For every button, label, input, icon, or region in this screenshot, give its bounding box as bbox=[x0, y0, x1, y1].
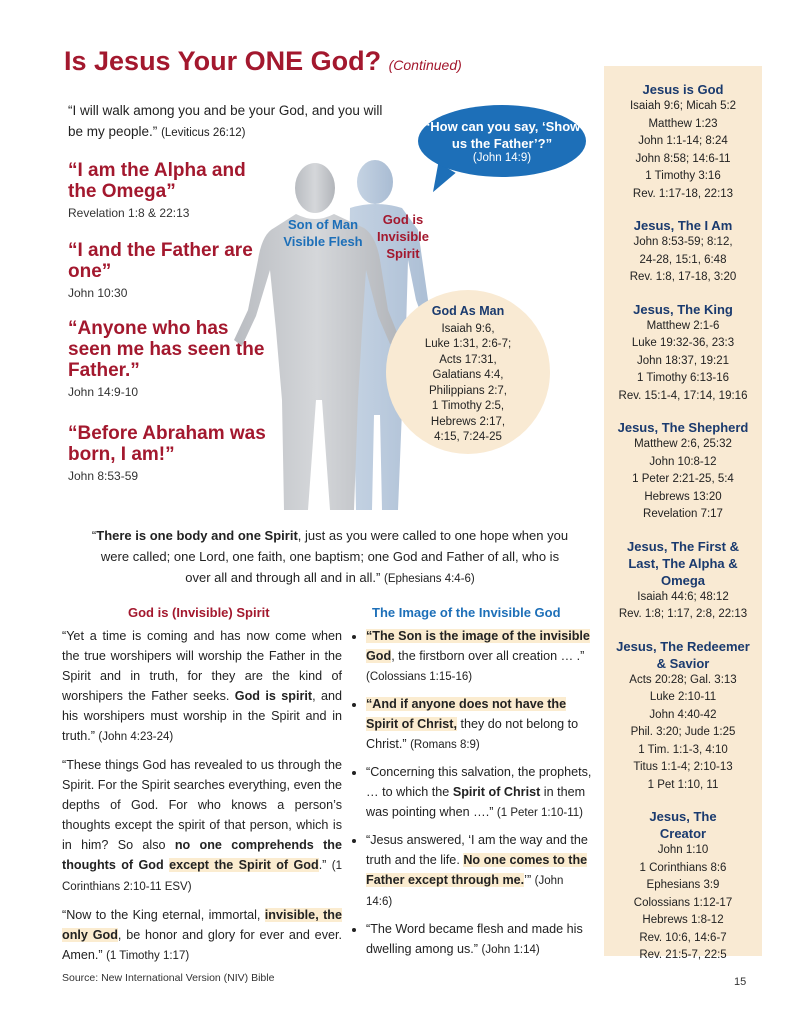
sidebar-ref: John 8:58; 14:6-11 bbox=[635, 152, 731, 165]
item-text: ’” bbox=[524, 873, 532, 887]
sidebar-section-jesus-is-god bbox=[604, 81, 762, 203]
sidebar-heading: Jesus, The King bbox=[633, 301, 733, 317]
para-text: , and his worshipers must worship in the Spirit and in truth.” bbox=[62, 689, 342, 743]
sidebar-ref: Rev. 21:5-7, 22:5 bbox=[639, 949, 727, 961]
quote-text: “I and the Father are one” bbox=[68, 240, 253, 282]
item-text: “The Word became flesh and made his dwelling among us.” bbox=[366, 922, 583, 956]
sidebar-ref: Rev. 1:17-18, 22:13 bbox=[632, 187, 734, 200]
quote-ref: John 8:53-59 bbox=[68, 469, 139, 483]
sidebar-section-first-last bbox=[604, 538, 762, 624]
item-highlight: No one comes to the Father except through me. bbox=[366, 853, 588, 887]
quote-ref: John 10:30 bbox=[68, 286, 128, 300]
scripture-sidebar bbox=[604, 66, 762, 961]
leviticus-text: “I will walk among you and be your God, and you will be my people.” bbox=[68, 103, 383, 139]
sidebar-ref: Matthew 1:23 bbox=[648, 117, 718, 130]
page-number: 15 bbox=[734, 976, 747, 988]
item-text: , the firstborn over all creation … .” bbox=[391, 649, 585, 663]
para-bold: no one comprehends the thoughts of God bbox=[62, 838, 343, 872]
sidebar-ref: 1 Pet 1:10, 11 bbox=[647, 778, 719, 791]
speech-bubble-text: “How can you say, ‘Show us the Father’?” bbox=[423, 119, 581, 151]
sidebar-section-king bbox=[604, 301, 762, 406]
source-note: Source: New International Version (NIV) Bible bbox=[62, 972, 275, 984]
para-text: “Yet a time is coming and has now come when the true worshipers will worship the Father in the Spirit and in truth, for they are the kind of worshipers the Father seeks. bbox=[62, 629, 342, 703]
image-of-god-list bbox=[350, 626, 592, 960]
title-question-mark: ? bbox=[364, 46, 382, 76]
speech-bubble-ref: (John 14:9) bbox=[472, 152, 532, 164]
quote-ref: Revelation 1:8 & 22:13 bbox=[68, 206, 190, 220]
sidebar-ref: Revelation 7:17 bbox=[643, 508, 723, 520]
para-ref: (1 Timothy 1:17) bbox=[106, 950, 190, 962]
son-of-man-label: Son of Man Visible Flesh bbox=[283, 217, 363, 249]
ephesians-bold: There is one body and one Spirit bbox=[96, 528, 298, 543]
sidebar-heading: Jesus, The Shepherd bbox=[617, 420, 749, 435]
sidebar-ref: Phil. 3:20; Jude 1:25 bbox=[630, 726, 736, 738]
list-item bbox=[366, 694, 592, 755]
god-as-man-ref: Luke 1:31, 2:6-7; bbox=[424, 338, 512, 350]
ephesians-open-quote: “ bbox=[91, 528, 97, 543]
sidebar-ref: John 18:37, 19:21 bbox=[636, 354, 730, 367]
item-ref: (John 14:6) bbox=[366, 875, 564, 908]
god-as-man-ref: 1 Timothy 2:5, bbox=[431, 400, 505, 412]
para-highlight: invisible, the only God bbox=[62, 908, 342, 942]
page-title bbox=[64, 46, 462, 77]
list-item bbox=[366, 919, 592, 960]
sidebar-ref: John 10:8-12 bbox=[649, 455, 717, 468]
sidebar-ref: John 1:1-14; 8:24 bbox=[638, 135, 728, 147]
leviticus-ref: (Leviticus 26:12) bbox=[161, 127, 246, 139]
item-bold: Spirit of Christ bbox=[452, 785, 541, 799]
sidebar-ref: Titus 1:1-4; 2:10-13 bbox=[633, 761, 733, 773]
ephesians-text: , just as you were called to one hope when you were called; one Lord, one faith, one baptism; one God and Father of all, who is over all and through all and in all.” bbox=[100, 528, 569, 585]
sidebar-ref: 1 Tim. 1:1-3, 4:10 bbox=[638, 743, 728, 756]
right-column bbox=[350, 626, 592, 967]
item-ref: (John 1:14) bbox=[481, 944, 540, 956]
title-continued: (Continued) bbox=[388, 57, 462, 73]
speech-bubble bbox=[418, 105, 586, 177]
para-highlight: except the Spirit of God bbox=[169, 858, 319, 872]
item-ref: (Colossians 1:15-16) bbox=[366, 671, 473, 683]
sidebar-ref: Matthew 2:1-6 bbox=[646, 319, 720, 332]
para-text: “These things God has revealed to us through the Spirit. For the Spirit searches everything, even the depths of God. For who knows a person’s thoughts except the spirit of that person, which is in him? So also bbox=[62, 758, 342, 852]
quote-ref: John 14:9-10 bbox=[68, 385, 139, 399]
item-text: in them was pointing when ….” bbox=[366, 785, 586, 819]
right-column-heading: The Image of the Invisible God bbox=[372, 605, 561, 620]
sidebar-ref: Rev. 1:8; 1:17, 2:8, 22:13 bbox=[618, 608, 748, 620]
sidebar-ref: Rev. 10:6, 14:6-7 bbox=[639, 931, 727, 944]
sidebar-ref: Luke 2:10-11 bbox=[649, 691, 717, 703]
sidebar-heading: Jesus is God bbox=[642, 82, 724, 97]
sidebar-section-creator bbox=[604, 808, 762, 965]
item-ref: (1 Peter 1:10-11) bbox=[496, 807, 583, 819]
sidebar-ref: Isaiah 9:6; Micah 5:2 bbox=[629, 100, 737, 112]
sidebar-ref: Luke 19:32-36, 23:3 bbox=[631, 337, 735, 349]
sidebar-heading: Jesus, The First & Last, The Alpha & Omega bbox=[627, 538, 739, 588]
sidebar-ref: Matthew 2:6, 25:32 bbox=[634, 438, 732, 450]
para-ref: (1 Corinthians 2:10-11 ESV) bbox=[62, 860, 343, 893]
god-as-man-ref: Acts 17:31, bbox=[439, 353, 497, 366]
title-text: Is Jesus Your ONE God bbox=[64, 46, 365, 76]
item-highlight: “And if anyone does not have the Spirit of Christ, bbox=[366, 697, 567, 731]
item-text: “Concerning this salvation, the prophets, … to which the bbox=[366, 765, 592, 799]
god-as-man-ref: Galatians 4:4, bbox=[432, 369, 504, 381]
para-ref: (John 4:23-24) bbox=[98, 731, 174, 743]
item-highlight: “The Son is the image of the invisible God bbox=[366, 629, 590, 663]
sidebar-ref: John 4:40-42 bbox=[649, 708, 717, 721]
sidebar-section-i-am bbox=[604, 217, 762, 287]
list-item bbox=[366, 830, 592, 912]
ephesians-ref: (Ephesians 4:4-6) bbox=[383, 573, 475, 585]
ephesians-quote bbox=[90, 525, 570, 590]
god-as-man-ref: Philippians 2:7, bbox=[429, 384, 507, 397]
corinthians-paragraph bbox=[62, 755, 342, 897]
quote-text: “I am the Alpha and the Omega” bbox=[68, 160, 246, 202]
god-as-man-ref: Isaiah 9:6, bbox=[441, 322, 495, 335]
quote-text: “Before Abraham was born, I am!” bbox=[68, 423, 266, 465]
quote-text: “Anyone who has seen me has seen the Father.” bbox=[68, 318, 265, 381]
para-text: .” bbox=[318, 858, 327, 872]
sidebar-ref: Ephesians 3:9 bbox=[646, 879, 720, 891]
para-text: , be honor and glory for ever and ever. Amen.” bbox=[62, 928, 342, 962]
leviticus-quote bbox=[68, 100, 388, 144]
para-bold: God is spirit bbox=[234, 689, 313, 703]
sidebar-ref: 1 Peter 2:21-25, 5:4 bbox=[632, 473, 734, 485]
item-ref: (Romans 8:9) bbox=[410, 739, 480, 751]
sidebar-ref: Isaiah 44:6; 48:12 bbox=[637, 590, 729, 603]
timothy-paragraph bbox=[62, 905, 342, 966]
god-invisible-label: God is Invisible Spirit bbox=[376, 212, 430, 261]
sidebar-ref: 1 Corinthians 8:6 bbox=[639, 861, 727, 874]
left-column bbox=[62, 626, 342, 974]
sidebar-ref: John 1:10 bbox=[657, 844, 709, 856]
item-text: “Jesus answered, ‘I am the way and the truth and the life. bbox=[366, 833, 588, 867]
sidebar-heading: Jesus, The Redeemer & Savior bbox=[616, 638, 750, 671]
sidebar-ref: 1 Timothy 3:16 bbox=[645, 170, 721, 182]
sidebar-heading: Jesus, The Creator bbox=[649, 809, 717, 841]
sidebar-ref: Rev. 15:1-4, 17:14, 19:16 bbox=[618, 389, 748, 402]
sidebar-ref: Hebrews 13:20 bbox=[644, 490, 722, 503]
item-text: they do not belong to Christ.” bbox=[366, 717, 579, 751]
sidebar-section-shepherd bbox=[604, 419, 762, 524]
god-as-man-title: God As Man bbox=[431, 304, 505, 318]
sidebar-section-redeemer bbox=[604, 638, 762, 795]
list-item bbox=[366, 762, 592, 823]
sidebar-ref: Acts 20:28; Gal. 3:13 bbox=[629, 673, 737, 686]
sidebar-ref: John 8:53-59; 8:12, bbox=[633, 236, 733, 248]
god-as-man-ref: 4:15, 7:24-25 bbox=[434, 431, 502, 443]
sidebar-ref: 24-28, 15:1, 6:48 bbox=[639, 253, 727, 266]
sidebar-heading: Jesus, The I Am bbox=[633, 218, 733, 233]
left-column-heading: God is (Invisible) Spirit bbox=[128, 605, 270, 620]
sidebar-ref: Colossians 1:12-17 bbox=[633, 896, 733, 909]
para-text: “Now to the King eternal, immortal, bbox=[62, 908, 261, 922]
john-4-paragraph bbox=[62, 626, 342, 747]
god-as-man-circle bbox=[386, 290, 550, 454]
god-as-man-ref: Hebrews 2:17, bbox=[430, 415, 506, 428]
sidebar-ref: Hebrews 1:8-12 bbox=[642, 914, 724, 926]
list-item bbox=[366, 626, 592, 687]
sidebar-ref: 1 Timothy 6:13-16 bbox=[636, 372, 730, 384]
sidebar-ref: Rev. 1:8, 17-18, 3:20 bbox=[629, 271, 737, 283]
